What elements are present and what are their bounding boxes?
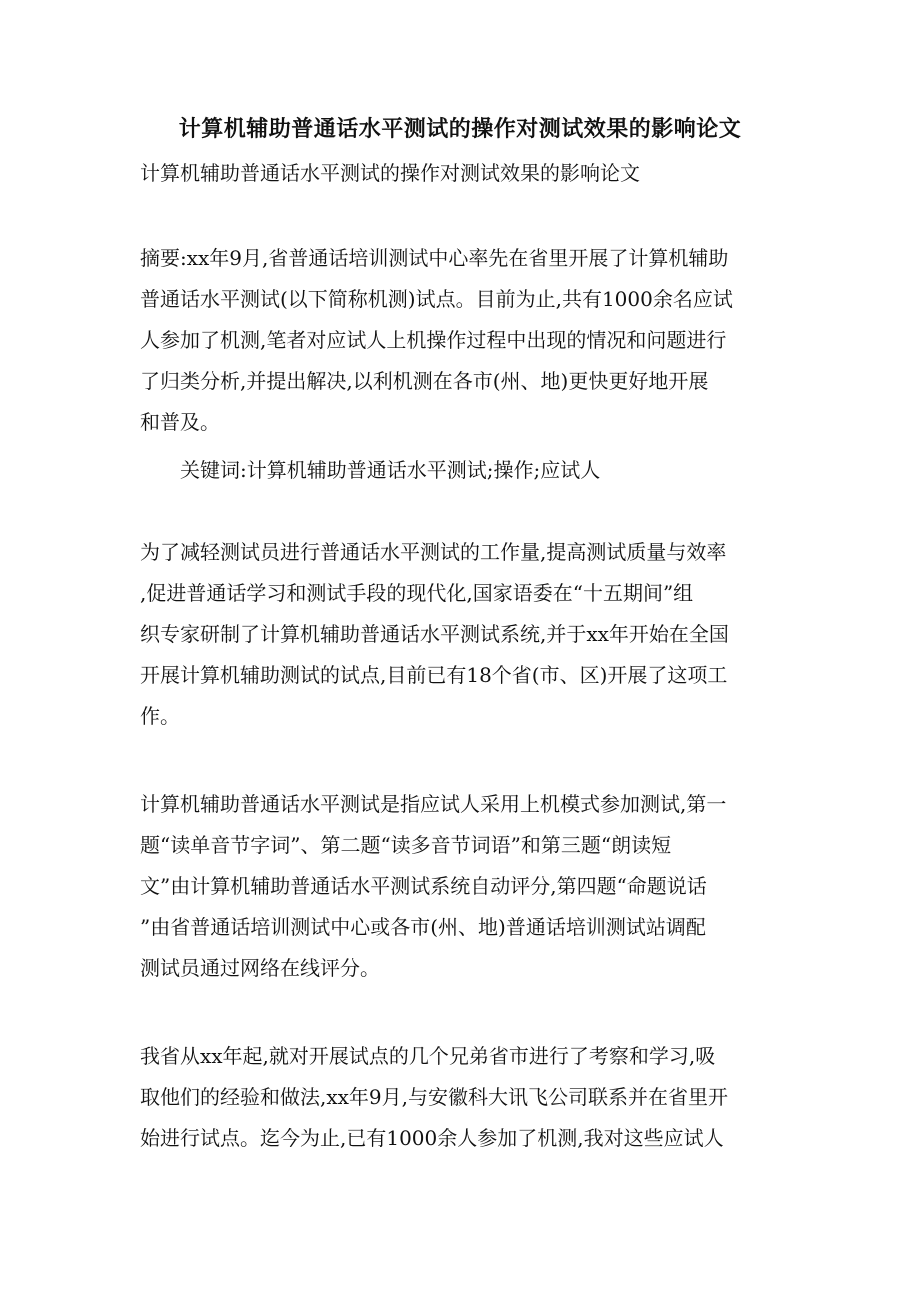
body-paragraph-2 <box>140 784 780 989</box>
text-line: 人参加了机测,笔者对应试人上机操作过程中出现的情况和问题进行 <box>140 328 727 352</box>
text-line: 文”由计算机辅助普通话水平测试系统自动评分,第四题“命题说话 <box>140 874 707 898</box>
body-paragraph-3 <box>140 1036 780 1159</box>
text-line: 普通话水平测试(以下简称机测)试点。目前为止,共有1000余名应试 <box>140 287 733 311</box>
text-line: ,促进普通话学习和测试手段的现代化,国家语委在“十五期间”组 <box>140 581 694 605</box>
text-line: 和普及。 <box>140 410 220 434</box>
text-line: 作。 <box>140 704 180 728</box>
body-paragraph-1 <box>140 532 780 737</box>
text-line: 织专家研制了计算机辅助普通话水平测试系统,并于xx年开始在全国 <box>140 622 729 646</box>
text-line: 摘要:xx年9月,省普通话培训测试中心率先在省里开展了计算机辅助 <box>140 246 729 270</box>
document-title: 计算机辅助普通话水平测试的操作对测试效果的影响论文 <box>178 116 742 142</box>
text-line: 取他们的经验和做法,xx年9月,与安徽科大讯飞公司联系并在省里开 <box>140 1085 728 1109</box>
text-line: 始进行试点。迄今为止,已有1000余人参加了机测,我对这些应试人 <box>140 1126 724 1150</box>
text-line: 了归类分析,并提出解决,以利机测在各市(州、地)更快更好地开展 <box>140 369 709 393</box>
text-line: 计算机辅助普通话水平测试是指应试人采用上机模式参加测试,第一 <box>140 792 727 816</box>
abstract-paragraph <box>140 238 780 443</box>
text-line: 开展计算机辅助测试的试点,目前已有18个省(市、区)开展了这项工 <box>140 663 728 687</box>
text-line: 测试员通过网络在线评分。 <box>140 956 380 980</box>
document-subtitle: 计算机辅助普通话水平测试的操作对测试效果的影响论文 <box>140 161 640 185</box>
text-line: 我省从xx年起,就对开展试点的几个兄弟省市进行了考察和学习,吸 <box>140 1044 716 1068</box>
text-line: 为了减轻测试员进行普通话水平测试的工作量,提高测试质量与效率 <box>140 540 727 564</box>
text-line: 题“读单音节字词”、第二题“读多音节词语”和第三题“朗读短 <box>140 833 672 857</box>
keywords-line: 关键词:计算机辅助普通话水平测试;操作;应试人 <box>180 458 601 482</box>
text-line: ”由省普通话培训测试中心或各市(州、地)普通话培训测试站调配 <box>140 915 706 939</box>
